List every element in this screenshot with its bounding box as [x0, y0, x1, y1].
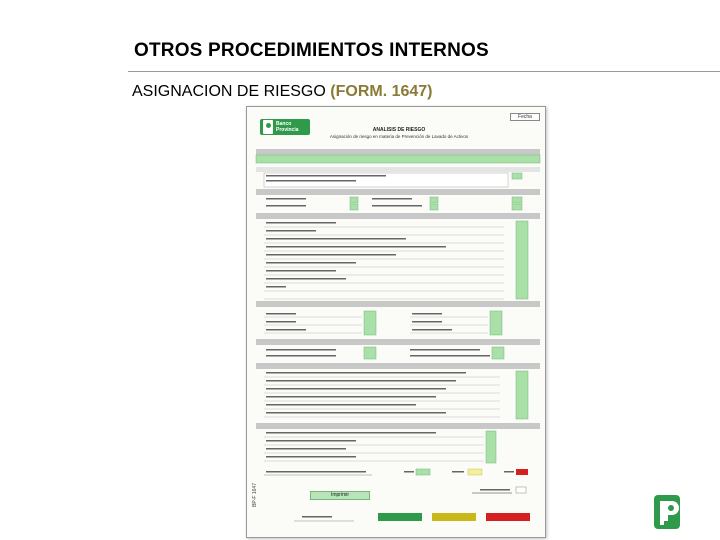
slide-subtitle [132, 83, 433, 101]
form-code: BP-F 1647 [252, 483, 258, 507]
title-divider [128, 71, 720, 72]
form-heading: ANALISIS DE RIESGO [372, 127, 426, 133]
form-content [254, 111, 542, 533]
subtitle-main: ASIGNACION DE RIESGO [132, 83, 331, 100]
form-date-box: Fecha [510, 113, 540, 121]
form-body-graphic [254, 111, 542, 533]
bank-logo-text: Banco Provincia [276, 121, 299, 133]
form-1647-image [246, 106, 546, 538]
subtitle-form-number: (FORM. 1647) [330, 83, 433, 100]
form-subheading: Asignación de riesgo en materia de Prevención de Lavado de Activos [329, 134, 469, 139]
banco-provincia-logo-icon [650, 493, 686, 533]
print-button: Imprimir [310, 491, 370, 500]
slide-title: OTROS PROCEDIMIENTOS INTERNOS [134, 40, 489, 61]
